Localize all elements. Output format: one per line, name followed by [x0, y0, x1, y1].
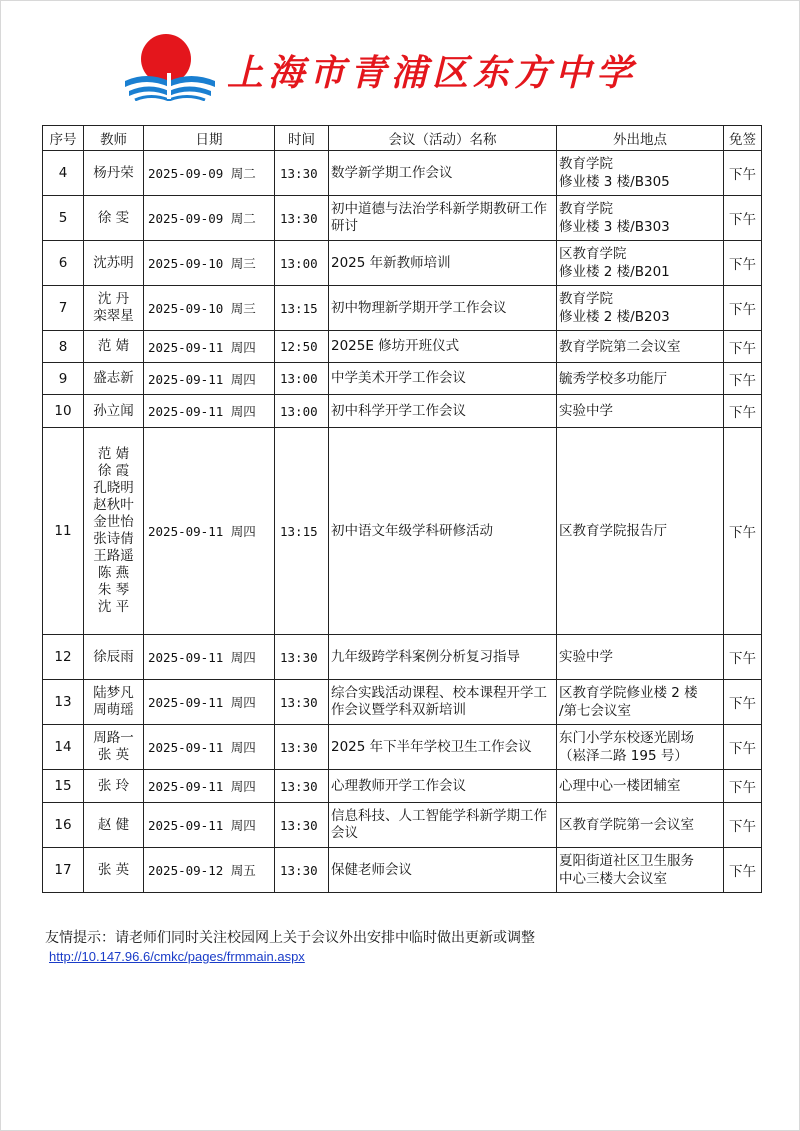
- meeting-name: 综合实践活动课程、校本课程开学工作会议暨学科双新培训: [329, 680, 557, 725]
- location-line: 修业楼 3 楼/B305: [559, 174, 670, 190]
- teacher-cell: [84, 241, 144, 286]
- location-cell: [557, 286, 724, 331]
- meeting-name: 初中科学开学工作会议: [329, 395, 557, 428]
- location-line: 区教育学院第一会议室: [559, 817, 694, 833]
- meeting-name: 初中物理新学期开学工作会议: [329, 286, 557, 331]
- meeting-time: 13:30: [275, 725, 329, 770]
- teacher-name: 陈 燕: [97, 565, 130, 581]
- meeting-date: 2025-09-09 周二: [144, 151, 275, 196]
- table-row: [43, 770, 762, 803]
- teacher-name: 孙立闻: [93, 402, 134, 419]
- meeting-date: 2025-09-11 周四: [144, 725, 275, 770]
- teacher-name: 赵 健: [97, 816, 130, 833]
- meeting-name: 2025E 修坊开班仪式: [329, 331, 557, 363]
- meeting-date: 2025-09-10 周三: [144, 241, 275, 286]
- table-row: [43, 725, 762, 770]
- teacher-cell: [84, 196, 144, 241]
- campus-link[interactable]: http://10.147.96.6/cmkc/pages/frmmain.aspx: [49, 949, 305, 964]
- column-header: 教师: [84, 126, 144, 151]
- table-row: [43, 151, 762, 196]
- meeting-time: 13:30: [275, 680, 329, 725]
- exempt-sign-value: 下午: [724, 363, 762, 395]
- teacher-name: 张诗倩: [93, 531, 134, 547]
- meeting-time: 13:00: [275, 363, 329, 395]
- table-row: [43, 680, 762, 725]
- table-row: [43, 635, 762, 680]
- row-number: 7: [43, 286, 84, 331]
- row-number: 13: [43, 680, 84, 725]
- meeting-date: 2025-09-12 周五: [144, 848, 275, 893]
- row-number: 6: [43, 241, 84, 286]
- table-row: [43, 848, 762, 893]
- meeting-time: 13:00: [275, 395, 329, 428]
- exempt-sign-value: 下午: [724, 286, 762, 331]
- meeting-date: 2025-09-11 周四: [144, 680, 275, 725]
- location-cell: [557, 196, 724, 241]
- meeting-date: 2025-09-10 周三: [144, 286, 275, 331]
- row-number: 8: [43, 331, 84, 363]
- row-number: 14: [43, 725, 84, 770]
- location-line: 区教育学院报告厅: [559, 523, 667, 539]
- meeting-time: 13:30: [275, 770, 329, 803]
- meeting-time: 13:30: [275, 848, 329, 893]
- meeting-name: 中学美术开学工作会议: [329, 363, 557, 395]
- meeting-name: 2025 年新教师培训: [329, 241, 557, 286]
- meeting-name: 数学新学期工作会议: [329, 151, 557, 196]
- teacher-name: 范 婧: [97, 446, 130, 462]
- row-number: 5: [43, 196, 84, 241]
- location-cell: [557, 395, 724, 428]
- school-name-title: 上海市青浦区东方中学: [227, 52, 638, 94]
- row-number: 12: [43, 635, 84, 680]
- location-line: 教育学院第二会议室: [559, 338, 681, 355]
- school-logo-icon: [121, 29, 219, 101]
- teacher-name: 周萌瑶: [93, 702, 134, 718]
- meeting-date: 2025-09-11 周四: [144, 770, 275, 803]
- location-line: 教育学院: [559, 201, 613, 217]
- teacher-cell: [84, 770, 144, 803]
- teacher-name: 赵秋叶: [93, 497, 134, 513]
- teacher-cell: [84, 286, 144, 331]
- teacher-cell: [84, 848, 144, 893]
- location-cell: [557, 770, 724, 803]
- exempt-sign-value: 下午: [724, 331, 762, 363]
- table-row: [43, 363, 762, 395]
- teacher-name: 杨丹荣: [93, 164, 134, 181]
- location-line: 毓秀学校多功能厅: [559, 370, 667, 387]
- meeting-name: 初中道德与法治学科新学期教研工作研讨: [329, 196, 557, 241]
- column-header: 外出地点: [557, 126, 724, 151]
- row-number: 15: [43, 770, 84, 803]
- teacher-name: 王路遥: [93, 548, 134, 564]
- teacher-name: 张 英: [97, 747, 130, 763]
- meeting-name: 心理教师开学工作会议: [329, 770, 557, 803]
- teacher-cell: [84, 680, 144, 725]
- table-row: [43, 395, 762, 428]
- location-line: （崧泽二路 195 号）: [559, 748, 688, 764]
- meeting-time: 13:15: [275, 428, 329, 635]
- meeting-schedule-table: [42, 125, 762, 893]
- friendly-tip-text: 友情提示：请老师们同时关注校园网上关于会议外出安排中临时做出更新或调整: [45, 930, 535, 946]
- meeting-name: 九年级跨学科案例分析复习指导: [329, 635, 557, 680]
- teacher-name: 徐 霞: [97, 463, 130, 479]
- teacher-cell: [84, 635, 144, 680]
- meeting-time: 13:30: [275, 635, 329, 680]
- meeting-name: 信息科技、人工智能学科新学期工作会议: [329, 803, 557, 848]
- location-cell: [557, 635, 724, 680]
- exempt-sign-value: 下午: [724, 848, 762, 893]
- column-header: 序号: [43, 126, 84, 151]
- row-number: 16: [43, 803, 84, 848]
- meeting-date: 2025-09-11 周四: [144, 428, 275, 635]
- location-line: 实验中学: [559, 649, 613, 665]
- teacher-name: 陆梦凡: [93, 685, 134, 701]
- teacher-cell: [84, 725, 144, 770]
- location-cell: [557, 363, 724, 395]
- row-number: 17: [43, 848, 84, 893]
- teacher-cell: [84, 363, 144, 395]
- location-line: /第七会议室: [559, 703, 632, 719]
- column-header: 时间: [275, 126, 329, 151]
- exempt-sign-value: 下午: [724, 151, 762, 196]
- table-header-row: [43, 126, 762, 151]
- location-line: 区教育学院: [559, 246, 627, 262]
- exempt-sign-value: 下午: [724, 395, 762, 428]
- teacher-name: 沈 平: [97, 599, 130, 615]
- meeting-time: 13:00: [275, 241, 329, 286]
- teacher-name: 栾翠星: [93, 308, 134, 324]
- location-line: 区教育学院修业楼 2 楼: [559, 685, 698, 701]
- table-row: [43, 196, 762, 241]
- teacher-name: 张 英: [97, 861, 130, 878]
- teacher-cell: [84, 428, 144, 635]
- location-line: 实验中学: [559, 403, 613, 419]
- location-line: 修业楼 3 楼/B303: [559, 219, 670, 235]
- teacher-cell: [84, 803, 144, 848]
- teacher-cell: [84, 331, 144, 363]
- meeting-time: 12:50: [275, 331, 329, 363]
- row-number: 11: [43, 428, 84, 635]
- meeting-date: 2025-09-11 周四: [144, 635, 275, 680]
- location-line: 教育学院: [559, 291, 613, 307]
- location-line: 夏阳街道社区卫生服务: [559, 853, 694, 869]
- location-line: 修业楼 2 楼/B203: [559, 309, 670, 325]
- table-row: [43, 286, 762, 331]
- meeting-time: 13:30: [275, 151, 329, 196]
- meeting-time: 13:15: [275, 286, 329, 331]
- teacher-name: 朱 琴: [97, 582, 130, 598]
- column-header: 免签: [724, 126, 762, 151]
- teacher-cell: [84, 151, 144, 196]
- location-cell: [557, 680, 724, 725]
- exempt-sign-value: 下午: [724, 770, 762, 803]
- meeting-time: 13:30: [275, 196, 329, 241]
- teacher-name: 沈苏明: [93, 254, 134, 271]
- location-cell: [557, 331, 724, 363]
- column-header: 会议（活动）名称: [329, 126, 557, 151]
- location-cell: [557, 428, 724, 635]
- teacher-name: 范 婧: [97, 338, 130, 354]
- row-number: 10: [43, 395, 84, 428]
- meeting-date: 2025-09-11 周四: [144, 363, 275, 395]
- row-number: 9: [43, 363, 84, 395]
- location-line: 心理中心一楼团辅室: [559, 778, 681, 794]
- exempt-sign-value: 下午: [724, 680, 762, 725]
- teacher-name: 孔晓明: [93, 480, 134, 496]
- row-number: 4: [43, 151, 84, 196]
- meeting-date: 2025-09-11 周四: [144, 803, 275, 848]
- location-cell: [557, 241, 724, 286]
- location-line: 东门小学东校逐光剧场: [559, 730, 694, 746]
- location-cell: [557, 848, 724, 893]
- location-line: 教育学院: [559, 156, 613, 172]
- location-line: 中心三楼大会议室: [559, 871, 667, 887]
- table-row: [43, 331, 762, 363]
- location-cell: [557, 725, 724, 770]
- teacher-name: 沈 丹: [97, 291, 130, 307]
- location-cell: [557, 151, 724, 196]
- table-body: [43, 151, 762, 893]
- location-cell: [557, 803, 724, 848]
- meeting-name: 初中语文年级学科研修活动: [329, 428, 557, 635]
- exempt-sign-value: 下午: [724, 725, 762, 770]
- meeting-time: 13:30: [275, 803, 329, 848]
- teacher-name: 徐 雯: [97, 209, 130, 226]
- teacher-name: 金世怡: [93, 514, 134, 530]
- teacher-name: 张 玲: [97, 777, 130, 794]
- meeting-date: 2025-09-09 周二: [144, 196, 275, 241]
- teacher-name: 周路一: [93, 730, 134, 746]
- meeting-name: 保健老师会议: [329, 848, 557, 893]
- location-line: 修业楼 2 楼/B201: [559, 264, 670, 280]
- exempt-sign-value: 下午: [724, 196, 762, 241]
- table-row: [43, 241, 762, 286]
- teacher-name: 徐辰雨: [93, 648, 134, 665]
- meeting-name: 2025 年下半年学校卫生工作会议: [329, 725, 557, 770]
- column-header: 日期: [144, 126, 275, 151]
- meeting-date: 2025-09-11 周四: [144, 331, 275, 363]
- table-row: [43, 803, 762, 848]
- table-row: [43, 428, 762, 635]
- exempt-sign-value: 下午: [724, 428, 762, 635]
- exempt-sign-value: 下午: [724, 635, 762, 680]
- teacher-cell: [84, 395, 144, 428]
- meeting-date: 2025-09-11 周四: [144, 395, 275, 428]
- exempt-sign-value: 下午: [724, 241, 762, 286]
- exempt-sign-value: 下午: [724, 803, 762, 848]
- teacher-name: 盛志新: [93, 370, 134, 386]
